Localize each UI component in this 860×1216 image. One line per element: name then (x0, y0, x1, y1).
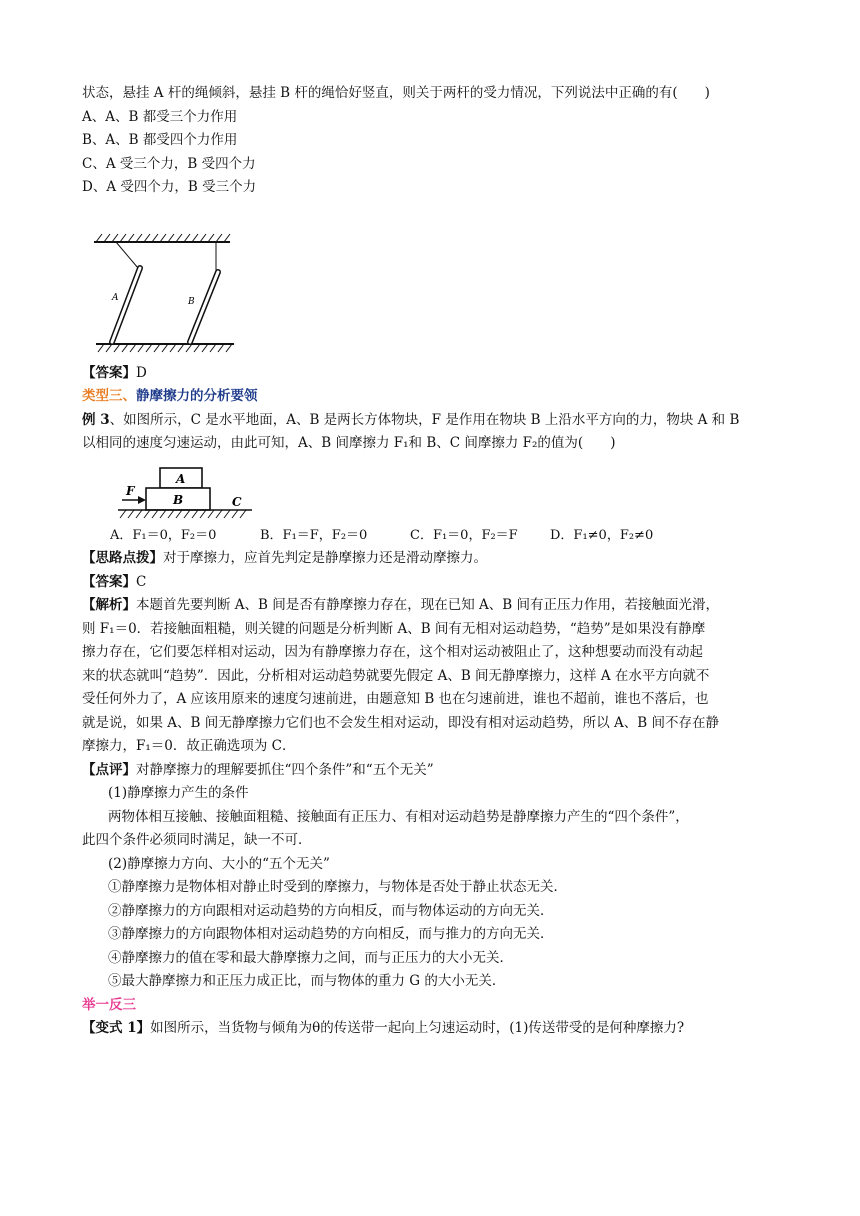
five-item-2: ②静摩擦力的方向跟相对运动趋势的方向相反，而与物体运动的方向无关． (108, 902, 554, 919)
analysis-line-4: 来的状态就叫“趋势”．因此，分析相对运动趋势就要先假定 A、B 间无静摩擦力，这样 A 在水平方向就不 (82, 667, 710, 684)
conditions-title: (1)静摩擦力产生的条件 (108, 785, 249, 801)
five-item-3: ③静摩擦力的方向跟物体相对运动趋势的方向相反，而与推力的方向无关． (108, 926, 554, 942)
option-c: C．F₁＝0，F₂＝F (410, 527, 518, 543)
analysis-line-1: 【解析】本题首先要判断 A、B 间是否有静摩擦力存在，现在已知 A、B 间有正压力作用，若接触面光滑， (82, 597, 720, 613)
label-b: B (188, 296, 195, 307)
label-a: A (112, 292, 119, 303)
example-3-line-2: 以相同的速度匀速运动，由此可知，A、B 间摩擦力 F₁和 B、C 间摩擦力 F₂的值为( ) (82, 435, 616, 451)
label-a: A (176, 471, 186, 486)
option-d: D．F₁≠0，F₂≠0 (550, 527, 654, 543)
option-a: A、A、B 都受三个力作用 (82, 108, 238, 125)
ceiling (94, 234, 230, 242)
question-stem-tail: 状态，悬挂 A 杆的绳倾斜，悬挂 B 杆的绳恰好竖直，则关于两杆的受力情况，下列说法中正确的有( ) (82, 85, 710, 101)
five-irrelevant-title: (2)静摩擦力方向、大小的“五个无关” (108, 855, 330, 872)
hint-line: 【思路点拨】对于摩擦力，应首先判定是静摩擦力还是滑动摩擦力。 (82, 550, 487, 566)
analysis-line-2: 则 F₁＝0．若接触面粗糙，则关键的问题是分析判断 A、B 间有无相对运动趋势，“趋势”是如果没有静摩 (82, 620, 706, 637)
label-c: C (232, 494, 242, 509)
analysis-line-5: 受任何外力了，A 应该用原来的速度匀速前进，由题意知 B 也在匀速前进，谁也不超前，谁也不落后，也 (82, 691, 709, 707)
rod-a (112, 268, 140, 342)
option-b: B、A、B 都受四个力作用 (82, 132, 238, 148)
label-b: B (173, 492, 184, 507)
label-f: F (126, 483, 135, 498)
comment-line: 【点评】对静摩擦力的理解要抓住“四个条件”和“五个无关” (82, 761, 434, 778)
analysis-line-6: 就是说，如果 A、B 间无静摩擦力它们也不会发生相对运动，即没有相对运动趋势，所以 A、B 间不存在静 (82, 714, 720, 731)
example-3-options (82, 524, 778, 548)
answer-line: 【答案】D (82, 364, 147, 381)
analysis-line-3: 擦力存在，它们要怎样相对运动，因为有静摩擦力存在，这个相对运动被阻止了，这种想要动而没有动起 (82, 644, 703, 660)
example-3-line-1: 例 3、如图所示，C 是水平地面，A、B 是两长方体物块，F 是作用在物块 B 上沿水平方向的力，物块 A 和 B (82, 411, 740, 428)
variant-1-line: 【变式 1】如图所示，当货物与倾角为θ的传送带一起向上匀速运动时，(1)传送带受的是何种摩擦力? (82, 1020, 685, 1036)
rope-a (116, 242, 138, 268)
document-page (82, 82, 778, 1041)
stacked-blocks-figure (116, 460, 286, 524)
option-a: A．F₁＝0，F₂＝0 (110, 527, 217, 543)
hanging-rods-figure (88, 220, 288, 360)
five-item-1: ①静摩擦力是物体相对静止时受到的摩擦力，与物体是否处于静止状态无关． (108, 879, 567, 895)
conditions-line-2: 此四个条件必须同时满足，缺一不可． (82, 832, 312, 848)
practice-heading: 举一反三 (82, 996, 136, 1013)
five-item-5: ⑤最大静摩擦力和正压力成正比，而与物体的重力 G 的大小无关． (108, 973, 506, 989)
option-b: B．F₁＝F，F₂＝0 (260, 527, 368, 543)
answer-line: 【答案】C (82, 573, 147, 590)
floor (96, 344, 234, 352)
option-d: D、A 受四个力，B 受三个力 (82, 179, 257, 195)
conditions-line-1: 两物体相互接触、接触面粗糙、接触面有正压力、有相对运动趋势是静摩擦力产生的“四个条件”， (108, 808, 689, 825)
analysis-line-7: 摩擦力，F₁＝0．故正确选项为 C． (82, 738, 296, 754)
example-label: 例 3 (82, 411, 110, 428)
five-item-4: ④静摩擦力的值在零和最大静摩擦力之间，而与正压力的大小无关． (108, 949, 513, 966)
option-c: C、A 受三个力，B 受四个力 (82, 155, 256, 172)
rod-b (190, 272, 218, 342)
section-heading: 类型三、静摩擦力的分析要领 (82, 388, 258, 404)
